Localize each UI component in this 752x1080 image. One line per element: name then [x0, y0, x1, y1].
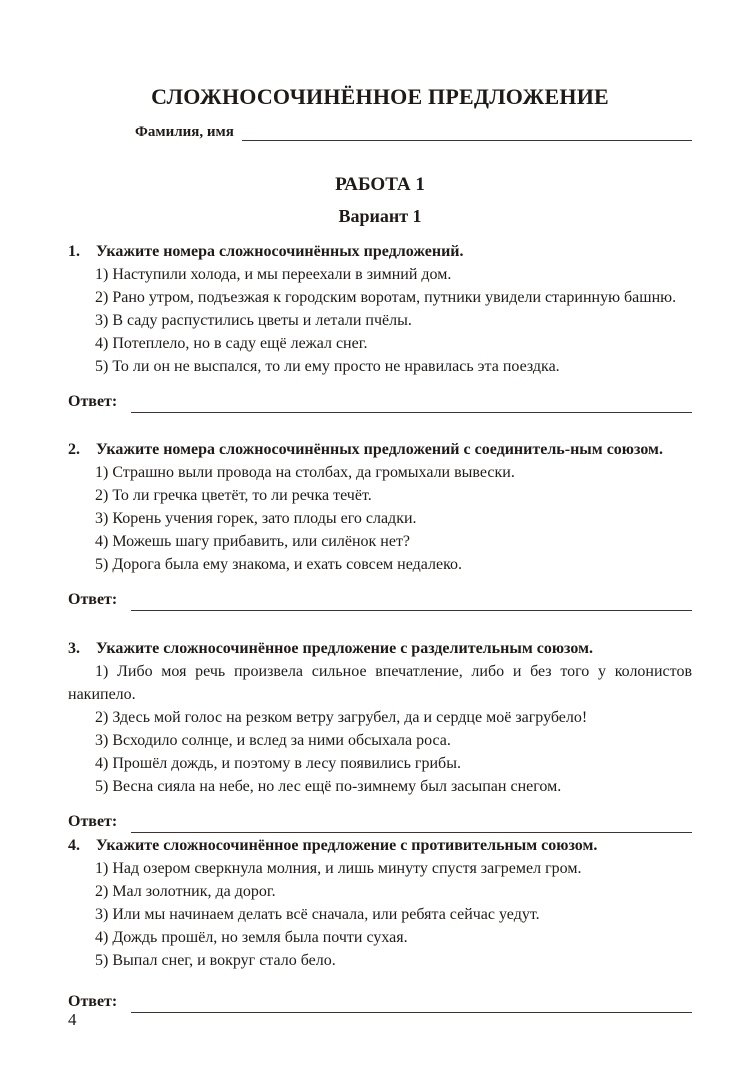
option: 3) В саду распустились цветы и летали пчёлы.: [95, 312, 412, 329]
option: 1) Либо моя речь произвела сильное впечатление, либо и без того у колонистов накипело.: [68, 663, 692, 703]
option: 4) Прошёл дождь, и поэтому в лесу появились грибы.: [95, 755, 461, 772]
task-number: 2.: [68, 441, 80, 458]
name-field-row: [135, 124, 692, 141]
task-2: [68, 438, 692, 611]
variant-heading: Вариант 1: [338, 206, 422, 226]
option: 1) Страшно выли провода на столбах, да громыхали вывески.: [95, 464, 515, 481]
option: 5) Дорога была ему знакома, и ехать совсем недалеко.: [95, 556, 463, 573]
option: 2) Здесь мой голос на резком ветру загрубел, да и сердце моё загрубело!: [95, 709, 588, 726]
option: 5) То ли он не выспался, то ли ему просто не нравилась эта поездка.: [95, 358, 560, 375]
task-question: [68, 637, 692, 660]
option: 3) Корень учения горек, зато плоды его сладки.: [95, 510, 417, 527]
task-question: [68, 834, 692, 857]
option: 1) Наступили холода, и мы переехали в зимний дом.: [95, 266, 452, 283]
answer-row: [68, 810, 692, 833]
task-question-text: Укажите номера сложносочинённых предложений с соединитель-ным союзом.: [96, 441, 663, 458]
option: 2) То ли гречка цветёт, то ли речка течёт.: [95, 487, 372, 504]
option: 4) Дождь прошёл, но земля была почти сухая.: [95, 929, 408, 946]
option: 5) Выпал снег, и вокруг стало бело.: [95, 952, 336, 969]
page-title: СЛОЖНОСОЧИНЁННОЕ ПРЕДЛОЖЕНИЕ: [151, 84, 609, 109]
task-number: 3.: [68, 640, 80, 657]
task-number: 4.: [68, 837, 80, 854]
option: 3) Или мы начинаем делать всё сначала, или ребята сейчас уедут.: [95, 906, 540, 923]
option: 4) Можешь шагу прибавить, или силёнок нет?: [95, 533, 411, 550]
work-heading: РАБОТА 1: [335, 174, 425, 195]
option: 3) Всходило солнце, и вслед за ними обсыхала роса.: [95, 732, 451, 749]
answer-row: [68, 588, 692, 611]
answer-input-line[interactable]: [131, 598, 692, 611]
task-question-text: Укажите сложносочинённое предложение с противительным союзом.: [96, 837, 598, 854]
option: 2) Рано утром, подъезжая к городским воротам, путники увидели старинную башню.: [95, 289, 677, 306]
task-3: [68, 637, 692, 833]
option: 2) Мал золотник, да дорог.: [95, 883, 276, 900]
name-input-line[interactable]: [242, 126, 692, 141]
answer-row: [68, 990, 692, 1013]
answer-input-line[interactable]: [131, 1000, 692, 1013]
answer-label: Ответ:: [68, 813, 118, 830]
name-label: Фамилия, имя: [135, 124, 234, 140]
option: 1) Над озером сверкнула молния, и лишь минуту спустя загремел гром.: [95, 860, 582, 877]
answer-input-line[interactable]: [131, 820, 692, 833]
page-number: 4: [68, 1010, 77, 1029]
task-question: [68, 240, 692, 263]
task-4: [68, 834, 692, 1013]
task-1: [68, 240, 692, 413]
task-question: [68, 438, 692, 461]
answer-label: Ответ:: [68, 591, 118, 608]
answer-label: Ответ:: [68, 993, 118, 1010]
answer-input-line[interactable]: [131, 400, 692, 413]
answer-label: Ответ:: [68, 393, 118, 410]
task-number: 1.: [68, 243, 80, 260]
option: 4) Потеплело, но в саду ещё лежал снег.: [95, 335, 368, 352]
task-question-text: Укажите номера сложносочинённых предложений.: [96, 243, 464, 260]
answer-row: [68, 390, 692, 413]
task-question-text: Укажите сложносочинённое предложение с разделительным союзом.: [96, 640, 593, 657]
option: 5) Весна сияла на небе, но лес ещё по-зимнему был засыпан снегом.: [95, 778, 562, 795]
